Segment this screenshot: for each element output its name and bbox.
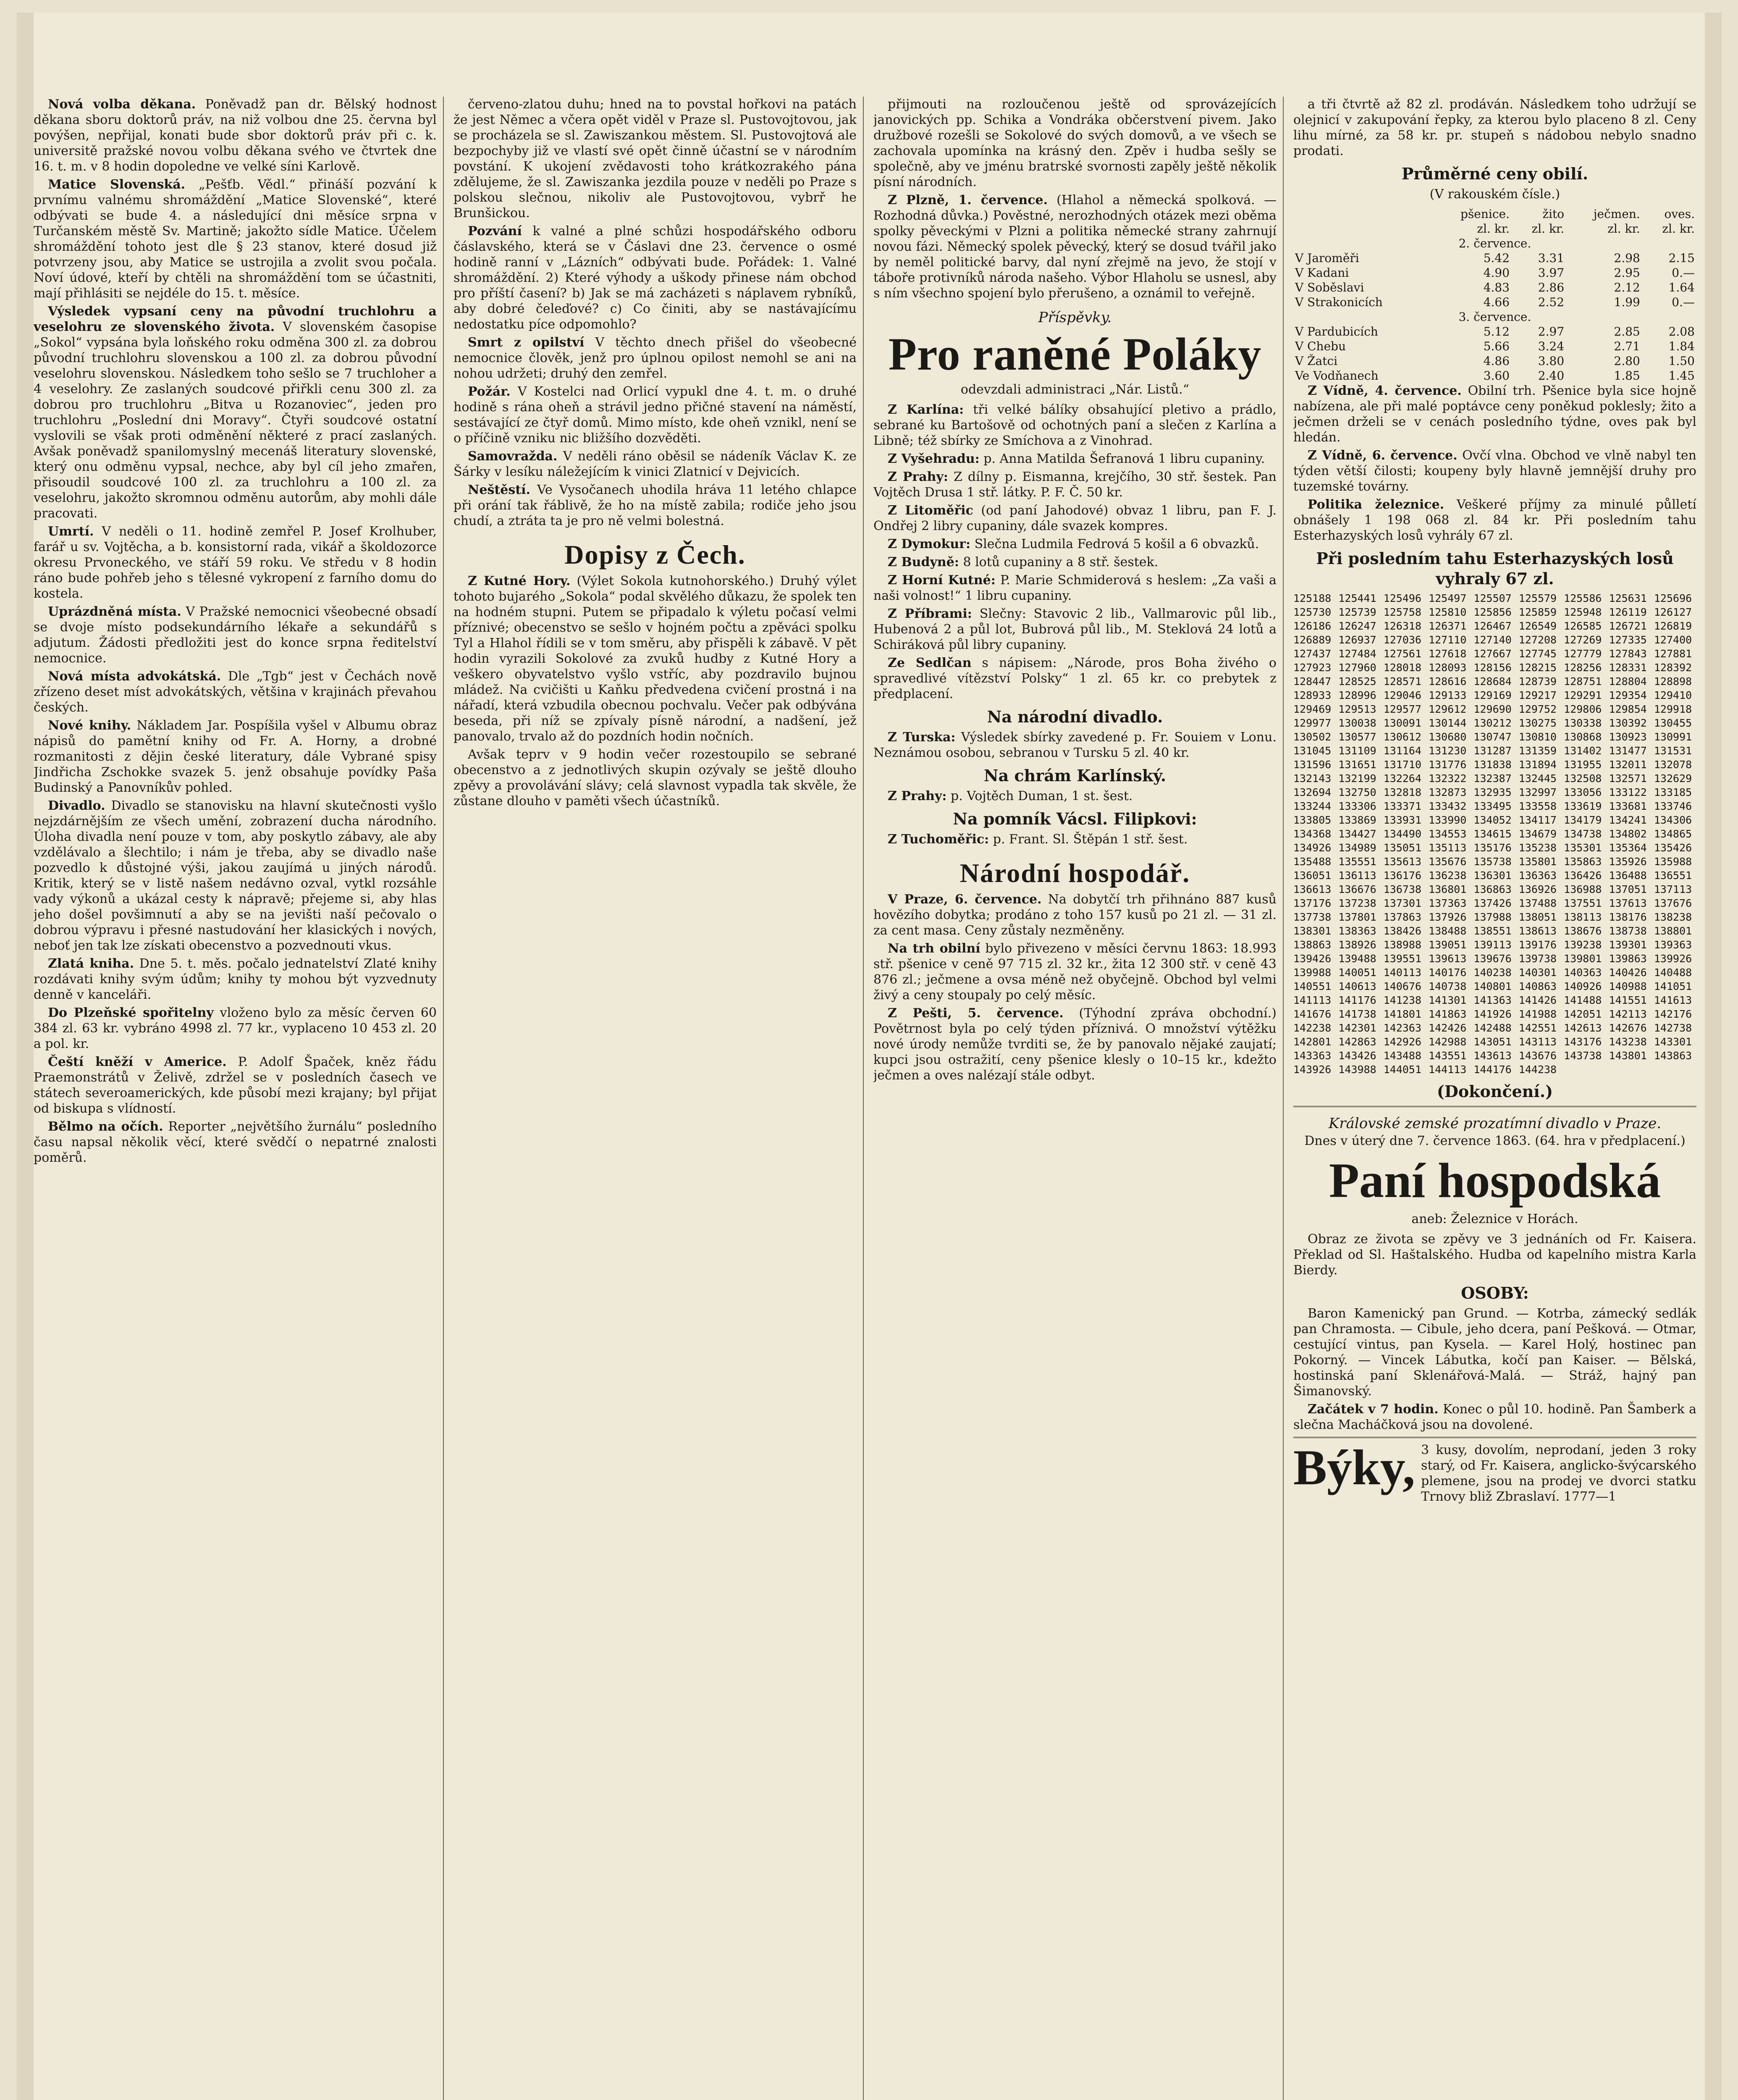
price-table-row	[1293, 265, 1696, 280]
column-rule	[443, 97, 444, 2100]
article-paragraph	[873, 832, 1277, 847]
article-text: 8 lotů cupaniny a 8 stř. šestek.	[963, 555, 1159, 570]
price-table-cell: 1.85	[1614, 369, 1640, 383]
article-paragraph	[34, 718, 437, 795]
article-run-in-heading: Nové knihy.	[48, 718, 131, 733]
article-paragraph	[873, 892, 1277, 938]
price-table-cell: V Kadani	[1295, 266, 1349, 280]
column-rule	[863, 97, 864, 2100]
article-paragraph	[454, 384, 857, 446]
article-run-in-heading: Z Kutné Hory.	[468, 574, 571, 588]
price-table-cell: V Pardubicích	[1295, 325, 1378, 339]
article-paragraph	[34, 304, 437, 521]
article-text: Divadlo se stanovisku na hlavní skutečnosti vyšlo nejzdárnějším ze všech umění, zobrazení ducha národního. Úloha divadla není pouze v tom, aby poskytlo zábavy, ale aby vzdělávalo a šlechtilo; i nám je třeba, aby se divadlo naše pozvedlo k důstojné výši, jakou zaujímá u jiných národů. Kritik, který se v listě našem nedávno ozval, vytkl rozsáhle vady výkonů a ukázal cesty k nápravě; přejeme si, aby hlas jeho došel povšimnutí a aby se na jevišti naší pečovalo o dobrou výpravu i přesné nastudování her klasických i nových, neboť jen tak lze získati obecenstvo a pozvednouti vkus.	[34, 798, 437, 953]
article-paragraph	[34, 1119, 437, 1166]
subsection-heading: Při posledním tahu Esterhazyských losů vyhraly 67 zl.	[1316, 549, 1674, 588]
advertisement	[1293, 1439, 1696, 1504]
article-paragraph	[454, 335, 857, 381]
price-table-cell: V Chebu	[1295, 339, 1346, 353]
article-text: Nákladem Jar. Pospíšila vyšel v Albumu obraz nápisů do pamětní knihy od Fr. A. Horny, a drobné rozmanitosti z dějin české literatury, dále Vybrané spisy Jindřicha Zschokke svazek 5. jenž obsahuje povídky Paša Budinský a Panovníkův pohled.	[34, 718, 437, 795]
price-table-cell: 2.98	[1614, 251, 1640, 265]
article-text: Na dobytčí trh přihnáno 887 kusů hovězího dobytka; prodáno z toho 157 kusů po 21 zl. — 31 zl. za cent masa. Ceny zůstaly nezměněny.	[873, 892, 1277, 938]
price-table-cell: 3.60	[1483, 369, 1510, 383]
article-text: Ovčí vlna. Obchod ve vlně nabyl ten týden větší čilosti; koupeny byly hlavně jemnější druhy pro tuzemské továrny.	[1293, 448, 1696, 494]
column-1	[34, 97, 437, 2100]
price-table-unit: zl. kr.	[1477, 222, 1510, 236]
article-paragraph	[34, 1054, 437, 1116]
article-run-in-heading: Z Dymokur:	[888, 537, 971, 551]
subsection-heading: Na chrám Karlínský.	[983, 766, 1167, 785]
article-paragraph	[873, 606, 1277, 653]
price-table-row	[1293, 295, 1696, 310]
article-run-in-heading: Z Vyšehradu:	[888, 452, 980, 466]
price-table-header: oves.	[1664, 207, 1695, 221]
price-table-cell: Ve Vodňanech	[1295, 369, 1379, 383]
article-text: bylo přivezeno v měsíci červnu 1863: 18.993 stř. pšenice v ceně 97 715 zl. 32 kr., žita 12 300 stř. v ceně 43 876 zl.; ječmene a ovsa méně než obyčejně. Obchod byl velmi živý a ceny stoupaly po celý měsíc.	[873, 941, 1277, 1003]
article-run-in-heading: Do Plzeňské spořitelny	[48, 1005, 214, 1020]
article-paragraph	[873, 655, 1277, 702]
price-table-cell: V Žatci	[1295, 354, 1338, 368]
article-run-in-heading: Výsledek vypsaní ceny na původní truchlohru a veselohru ze slovenského života.	[34, 304, 437, 334]
price-table-row	[1293, 251, 1696, 265]
price-table-cell: 1.99	[1614, 295, 1640, 309]
price-table-cell: 4.66	[1483, 295, 1510, 309]
section-subheading: odevzdali administraci „Nár. Listů.“	[960, 382, 1190, 397]
price-table-cell: 2.86	[1538, 281, 1565, 294]
article-paragraph	[1293, 1402, 1696, 1433]
price-table-cell: 5.12	[1483, 325, 1510, 339]
article-text: V těchto dnech přišel do všeobecné nemocnice člověk, jenž pro úplnou opilost nemohl se ani na nohou udržeti; druhý den zemřel.	[454, 335, 857, 381]
article-run-in-heading: Začátek v 7 hodin.	[1308, 1402, 1439, 1417]
subsection-heading: Na pomník Vácsl. Filipkovi:	[953, 809, 1197, 828]
article-run-in-heading: Z Plzně, 1. července.	[888, 193, 1048, 207]
article-text: V Pražské nemocnici všeobecné obsadí se dvoje místo podsekundárního lékaře a sekundářů s adjutum. Žádosti předložiti jest do konce srpna ředitelství nemocnice.	[34, 604, 437, 666]
price-table-cell: 0.—	[1672, 295, 1695, 309]
price-table-header: ječmen.	[1593, 207, 1640, 221]
newspaper-page	[17, 13, 1722, 2100]
price-table-row	[1293, 368, 1696, 383]
article-text: Obilní trh. Pšenice byla sice hojně nabízena, ale při malé poptávce ceny poněkud poklesly; žito a ječmen drželi se v cenách posledního týdne, oves pak byl hledán.	[1293, 383, 1696, 445]
price-table-unit: zl. kr.	[1662, 222, 1695, 236]
article-paragraph	[873, 572, 1277, 604]
page-edge-right	[1705, 13, 1722, 2100]
column-4	[1293, 97, 1696, 2100]
article-run-in-heading: Z Karlína:	[888, 402, 964, 417]
article-text: (Týhodní zpráva obchodní.) Povětrnost byla po celý týden příznivá. O množství výtěžku nové úrody nemůže tvrditi se, že by panovalo nějaké zaujatí; kupci jsou ostražití, ceny pšenice klesly o 10–15 kr., kdežto ječmen a oves nalézají stále odbyt.	[873, 1006, 1277, 1083]
article-paragraph	[34, 798, 437, 953]
page-edge-left	[17, 13, 34, 2100]
article-run-in-heading: Z Příbrami:	[888, 606, 972, 621]
article-text: a tři čtvrtě až 82 zl. prodáván. Následkem toho udržují se olejnicí v zakupování řepky, za kterou bylo placeno 8 zl. Ceny lihu mírné, za 58 kr. pr. stupeň s nádobou nebylo snadno prodati.	[1293, 97, 1696, 158]
section-heading: Dopisy z Čech.	[564, 540, 746, 570]
price-table-subtitle: (V rakouském čísle.)	[1429, 187, 1560, 202]
price-table-header: pšenice.	[1460, 207, 1510, 221]
price-table-row	[1293, 339, 1696, 354]
article-paragraph	[454, 223, 857, 332]
section-heading: Národní hospodář.	[959, 858, 1190, 888]
price-table-cell: V Strakonicích	[1295, 295, 1383, 309]
price-table-cell: 1.84	[1668, 339, 1695, 353]
price-table-cell: 4.90	[1483, 266, 1510, 280]
article-run-in-heading: Z Vídně, 4. července.	[1308, 383, 1462, 398]
section-subheading: Dnes v úterý dne 7. července 1863. (64. hra v předplacení.)	[1304, 1134, 1686, 1148]
article-paragraph	[873, 503, 1277, 534]
price-table-cell: 2.12	[1614, 281, 1640, 294]
article-paragraph	[34, 669, 437, 715]
section-subheading: aneb: Železnice v Horách.	[1411, 1212, 1578, 1226]
article-text: Obraz ze života se zpěvy ve 3 jednáních od Fr. Kaisera. Překlad od Sl. Haštalského. Hudba od kapelního mistra Karla Bierdy.	[1293, 1232, 1696, 1278]
article-text: (od paní Jahodové) obvaz 1 libru, pan F. J. Ondřej 2 libry cupaniny, dále svazek kompres.	[873, 503, 1277, 533]
article-text: V neděli ráno oběsil se nádeník Václav K. ze Šárky v lesíku náležejícím k vinici Zlatnicí v Dejvicích.	[454, 449, 857, 479]
price-table-cell: 2.52	[1538, 295, 1565, 309]
article-text: Poněvadž pan dr. Bělský hodnost děkana sboru doktorů práv, na niž volbou dne 25. června byl povýšen, nepřijal, konati bude sbor doktorů práv při c. k. universitě pražské novou volbu děkana svého ve čtvrtek dne 16. t. m. v 8 hodin dopoledne ve velké síni Karlově.	[34, 97, 437, 174]
article-text: V neděli o 11. hodině zemřel P. Josef Krolhuber, farář u sv. Vojtěcha, a b. konsistorní rada, vikář a školdozorce okresu Prvoneckého, ve stáří 59 roku. Ve středu v 8 hodin ráno bude pohřeb jeho s tělesné vykropení z farního domu do kostela.	[34, 524, 437, 601]
price-table-cell: 2.40	[1538, 369, 1565, 383]
article-text: Z dílny p. Eismanna, krejčího, 30 stř. šestek. Pan Vojtěch Drusa 1 stř. látky. P. F. Č. 50 kr.	[873, 470, 1277, 500]
article-text: p. Vojtěch Duman, 1 st. šest.	[951, 789, 1133, 803]
price-table-cell: 4.86	[1483, 354, 1510, 368]
column-3	[873, 97, 1277, 2100]
play-title: Paní hospodská	[1329, 1153, 1661, 1208]
price-table-cell: 4.83	[1483, 281, 1510, 294]
article-run-in-heading: Ze Sedlčan	[888, 656, 972, 670]
article-text: Ve Vysočanech uhodila hráva 11 letého chlapce při orání tak řáblivě, že ho na místě zabila; rodiče jeho jsou chudí, a ztráta ta je pro ně velmi bolestná.	[454, 483, 857, 528]
price-table-cell: 3.97	[1538, 266, 1565, 280]
price-table-cell: V Soběslavi	[1295, 281, 1364, 294]
article-text: Reporter „největšího žurnálu“ posledního času napsal několik věcí, které svědčí o nepatrné znalosti poměrů.	[34, 1119, 437, 1165]
article-text: P. Adolf Špaček, kněz řádu Praemonstrátů v Želivě, zdržel se v posledních časech ve státech severoamerických, kde působí mezi krajany; byl přijat od biskupa s vlídností.	[34, 1055, 437, 1116]
article-paragraph	[873, 451, 1277, 467]
article-run-in-heading: Z Prahy:	[888, 789, 947, 803]
article-text: V Kostelci nad Orlicí vypukl dne 4. t. m. o druhé hodině s rána oheň a strávil jedno přičné stavení na náměstí, sestávající ze čtyř domů. Mimo místo, kde oheň vznikl, není se o příčině vzniku nic bližšího dozvěděti.	[454, 384, 857, 446]
article-paragraph	[873, 941, 1277, 1003]
price-table-cell: 2.97	[1538, 325, 1565, 339]
theatre-header: Královské zemské prozatímní divadlo v Praze.	[1328, 1115, 1662, 1132]
article-text: (Výlet Sokola kutnohorského.) Druhý výlet tohoto bujarého „Sokola“ podal skvělého důkazu, že spolek ten na hodném stupni. Putem se připadalo k výletu počasí velmi příznivé; obecenstvo se sešlo v hojném počtu a zpěváci spolku Tyl a Hlahol řídili se v tom směru, aby přispěli k zábavě. V pět hodin vyrazili Sokolové za zvuků hudby z Kutné Hory a veškero obyvatelstvo vyšlo vstříc, aby pozdravilo bujnou mládež. Na cvičišti u Kaňku předvedena cvičení prostná i na nářadí, která vzbudila obecnou pochvalu. Večer pak odbývána beseda, při níž se zpívaly písně národní, a nadšení, jež panovalo, trvalo až do pozdních hodin nočních.	[454, 574, 857, 744]
article-run-in-heading: Pozvání	[468, 224, 522, 239]
article-run-in-heading: Zlatá kniha.	[48, 956, 134, 971]
article-run-in-heading: Z Tuchoměřic:	[888, 832, 989, 847]
article-run-in-heading: Z Litoměřic	[888, 503, 973, 518]
article-text: Slečna Ludmila Fedrová 5 košil a 6 obvazků.	[974, 537, 1259, 551]
price-table-cell: 5.66	[1483, 339, 1510, 353]
price-table-row	[1293, 354, 1696, 368]
article-run-in-heading: Uprázdněná místa.	[48, 604, 181, 619]
subsection-heading: (Dokončení.)	[1437, 1082, 1553, 1101]
article-paragraph	[873, 1005, 1277, 1083]
article-text: p. Frant. Sl. Štěpán 1 stř. šest.	[993, 832, 1188, 847]
article-run-in-heading: Z Pešti, 5. července.	[888, 1006, 1064, 1021]
article-run-in-heading: Požár.	[468, 384, 511, 399]
article-paragraph	[454, 573, 857, 744]
article-paragraph	[454, 482, 857, 529]
subsection-heading: OSOBY:	[1461, 1284, 1529, 1302]
column-2	[454, 97, 857, 2100]
price-table-cell: 2.71	[1614, 339, 1640, 353]
price-table-cell: 2.08	[1668, 325, 1695, 339]
advertisement-headword: Býky,	[1293, 1439, 1416, 1495]
article-run-in-heading: Matice Slovenská.	[48, 177, 186, 192]
article-text: p. Anna Matilda Šefranová 1 libru cupaniny.	[983, 452, 1265, 466]
article-run-in-heading: V Praze, 6. července.	[888, 892, 1042, 907]
article-paragraph	[34, 524, 437, 601]
article-paragraph	[873, 192, 1277, 301]
price-table-cell: 5.42	[1483, 251, 1510, 265]
article-text: vloženo bylo za měsíc červen 60 384 zl. 63 kr. vybráno 4998 zl. 77 kr., vyplaceno 10 453 zl. 20 a pol. kr.	[34, 1005, 437, 1051]
article-paragraph	[1293, 1306, 1696, 1399]
article-text: tři velké bálíky obsahující pletivo a prádlo, sebrané ku Bartošově od ochotných paní a slečen z Karlína a Libně; též sbírky ze Smíchova a z Vinohrad.	[873, 402, 1277, 448]
price-table-cell: V Jaroměři	[1295, 251, 1359, 265]
divider	[1293, 1437, 1696, 1438]
article-text: Slečny: Stavovic 2 lib., Vallmarovic půl lib., Hubenová 2 a půl lot, Bubrová půl lib., M. Steklová 24 lotů a Schiráková půl libry cupaniny.	[873, 606, 1277, 652]
article-paragraph	[454, 747, 857, 809]
article-paragraph	[1293, 97, 1696, 159]
article-paragraph	[34, 97, 437, 174]
article-text: červeno-zlatou duhu; hned na to povstal hořkovi na patách že jest Němec a včera opět viděl v Praze sl. Pustovojtovou, jak se procházela se sl. Zawiszankou městem. Sl. Pustovojtová ale bezpochyby již ve vlastí své opět činně účastní se v národním povstání. K ukojení zvědavosti toho krátkozrakého pána zdělujeme, že sl. Zawiszanka jezdila pouze v neděli po Praze s polskou slečnou, nikoliv ale Pustovojtovou, vybrř he Brunšickou.	[454, 97, 857, 220]
price-table-group-label: 2. července.	[1458, 236, 1531, 250]
price-table-cell: 2.80	[1614, 354, 1640, 368]
article-paragraph	[1293, 448, 1696, 494]
article-text: Dne 5. t. měs. počalo jednatelství Zlaté knihy rozdávati knihy svým údům; knihy ty mohou být vyzvednuty denně v kanceláři.	[34, 956, 437, 1002]
article-text: „Pešťb. Vědl.“ přináší pozvání k prvnímu valnému shromáždění „Matice Slovenské“, které odbývati se bude 4. a následující dni měsíce srpna v Turčanském městě Sv. Martině; jakožto sídle Matice. Účelem shromáždění tohoto jest dle § 23 stanov, které dosud již potvrzeny jsou, aby Matice se ustrojila a zvolit svou počala. Noví údové, kteří by chtěli na shromáždění tom se účastniti, mají přihlásiti se nejdéle do 15. t. měsíce.	[34, 177, 437, 301]
price-table-group-label: 3. července.	[1458, 310, 1531, 324]
article-paragraph	[34, 956, 437, 1003]
article-run-in-heading: Nová volba děkana.	[48, 97, 196, 112]
article-run-in-heading: Z Horní Kutné:	[888, 573, 996, 588]
price-table-cell: 2.85	[1614, 325, 1640, 339]
price-table-cell: 0.—	[1672, 266, 1695, 280]
article-text: Baron Kamenický pan Grund. — Kotrba, zámecký sedlák pan Chramosta. — Cibule, jeho dcera, paní Pešková. — Otmar, cestující vintus, pan Kysela. — Karel Holý, hostinec pan Pokorný. — Vincek Lábutka, kočí pan Kaiser. — Bělská, hostinská paní Sklenářová-Malá. — Stráž, hajný pan Šimanovský.	[1293, 1306, 1696, 1399]
article-text: (Hlahol a německá spolková. — Rozhodná důvka.) Pověstné, nerozhodných otázek mezi oběma spolky pěveckými v Plzni a politika německé strany zahrnují novou fázi. Německý spolek pěvecký, který se dosud tvářil jako by neměl politické barvy, dal nyní zřejmě na jevo, že stojí v táboře protivníků národa našeho. Výbor Hlaholu se usnesl, aby s ním všechno spojení bylo přerušeno, a oznámil to veřejně.	[873, 193, 1277, 301]
price-table	[1293, 207, 1696, 383]
divider	[1293, 1106, 1696, 1107]
article-run-in-heading: Na trh obilní	[888, 941, 980, 956]
article-run-in-heading: Nová místa advokátská.	[48, 669, 221, 684]
article-paragraph	[454, 97, 857, 221]
article-run-in-heading: Politika železnice.	[1308, 497, 1444, 512]
article-text: V slovenském časopise „Sokol“ vypsána byla loňského roku odměna 300 zl. za dobrou původní truchlohru slovenskou a 100 zl. za dobrou původní veselohru slovenskou. Následkem toho sešlo se 7 truchloher a 4 veselohry. Ze zaslaných soudcové přiřkli cenu 300 zl. za dobrou pro truchlohru „Bitva u Rozanoviec“, jeden pro truchlohru „Poslední dni Moravy“. Čtyři soudcové ostatní vyslovili se však proti odměnění některé z prací zaslaných. Avšak poněvadž spanilomyslný mecenáš literatury slovenské, který onu odměnu vypsal, nechce, aby byl cíl jeho zmařen, přisoudil soudcové 100 zl. za truchlohru a 100 zl. za veselohru, jakožto skromnou odměnu autorům, aby mohli dále pracovati.	[34, 320, 437, 521]
article-paragraph	[1293, 1231, 1696, 1278]
price-table-cell: 2.15	[1668, 251, 1695, 265]
price-table-unit	[1293, 221, 1431, 236]
section-kicker: Příspěvky.	[1038, 309, 1112, 326]
article-paragraph	[34, 177, 437, 301]
price-table-cell: 3.80	[1538, 354, 1565, 368]
article-text: Avšak teprv v 9 hodin večer rozestoupilo se sebrané obecenstvo a z jednotlivých skupin ozývaly se ještě dlouho zpěvy a provolávání slávy; celá slavnost vypadla tak skvěle, že zůstane dlouho v paměti všech účastníků.	[454, 747, 857, 808]
article-run-in-heading: Z Vídně, 6. července.	[1308, 448, 1458, 463]
article-text: přijmouti na rozloučenou ještě od sprovázejících janovických pp. Schika a Vondráka občerstvení pivem. Jako družbové rozešli se Sokolové do svých domovů, a ve všech se zachovala upomínka na krásný den. Zpěv i hudba sešly se společně, aby ve jménu bratrské svornosti zapěly ještě několik písní národních.	[873, 97, 1277, 189]
article-paragraph	[873, 554, 1277, 570]
advertisement-text: 3 kusy, dovolím, neprodaní, jeden 3 roky starý, od Fr. Kaisera, anglicko-švýcarského plemene, jsou na prodej ve dvorci statku Trnovy bliž Zbraslaví. 1777—1	[1421, 1443, 1696, 1504]
subsection-heading: Na národní divadlo.	[987, 707, 1163, 726]
article-paragraph	[873, 402, 1277, 449]
article-paragraph	[873, 97, 1277, 190]
lottery-numbers: 125188 125441 125496 125497 125507 125579 125586 125631 125696 125730 125739 125758 125810 125856 125859 125948 126119 126127 126186 126247 126318 126371 126467 126549 126585 126721 126819 126889 126937 127036 127110 127140 127208 127269 127335 127400 127437 127484 127561 127618 127667 127745 127779 127843 127881 127923 127960 128018 128093 128156 128215 128256 128331 128392 128447 128525 128571 128616 128684 128739 128751 128804 128898 128933 128996 129046 129133 129169 129217 129291 129354 129410 129469 129513 129577 129612 129690 129752 129806 129854 129918 129977 130038 130091 130144 130212 130275 130338 130392 130455 130502 130577 130612 130680 130747 130810 130868 130923 130991 131045 131109 131164 131230 131287 131359 131402 131477 131531 131596 131651 131710 131776 131838 131894 131955 132011 132078 132143 132199 132264 132322 132387 132445 132508 132571 132629 132694 132750 132818 132873 132935 132997 133056 133122 133185 133244 133306 133371 133432 133495 133558 133619 133681 133746 133805 133869 133931 133990 134052 134117 134179 134241 134306 134368 134427 134490 134553 134615 134679 134738 134802 134865 134926 134989 135051 135113 135176 135238 135301 135364 135426 135488 135551 135613 135676 135738 135801 135863 135926 135988 136051 136113 136176 136238 136301 136363 136426 136488 136551 136613 136676 136738 136801 136863 136926 136988 137051 137113 137176 137238 137301 137363 137426 137488 137551 137613 137676 137738 137801 137863 137926 137988 138051 138113 138176 138238 138301 138363 138426 138488 138551 138613 138676 138738 138801 138863 138926 138988 139051 139113 139176 139238 139301 139363 139426 139488 139551 139613 139676 139738 139801 139863 139926 139988 140051 140113 140176 140238 140301 140363 140426 140488 140551 140613 140676 140738 140801 140863 140926 140988 141051 141113 141176 141238 141301 141363 141426 141488 141551 141613 141676 141738 141801 141863 141926 141988 142051 142113 142176 142238 142301 142363 142426 142488 142551 142613 142676 142738 142801 142863 142926 142988 143051 143113 143176 143238 143301 143363 143426 143488 143551 143613 143676 143738 143801 143863 143926 143988 144051 144113 144176 144238	[1293, 592, 1692, 1076]
article-paragraph	[873, 730, 1277, 761]
price-table-cell: 1.64	[1668, 281, 1695, 294]
article-text: Konec o půl 10. hodině. Pan Šamberk a slečna Macháčková jsou na dovolené.	[1293, 1402, 1696, 1432]
price-table-unit: zl. kr.	[1531, 222, 1565, 236]
article-run-in-heading: Umrtí.	[48, 524, 94, 539]
article-paragraph	[1293, 383, 1696, 445]
price-table-row	[1293, 324, 1696, 339]
article-run-in-heading: Z Prahy:	[888, 470, 948, 484]
article-paragraph	[34, 604, 437, 666]
article-paragraph	[34, 1005, 437, 1052]
article-paragraph	[1293, 497, 1696, 543]
column-rule	[1283, 97, 1284, 2100]
article-text: P. Marie Schmiderová s heslem: „Za vaši a naši volnost!“ 1 libru cupaniny.	[873, 573, 1277, 603]
article-run-in-heading: Z Budyně:	[888, 555, 959, 570]
article-text: k valné a plné schůzi hospodářského odboru čáslavského, která se v Čáslavi dne 23. července o osmé hodině ranní v „Lázních“ odbývati bude. Pořádek: 1. Valné shromáždění. 2) Které výhody a uškody přinese nám obchod pro příští časení? b) Jak se má zacházeti s náplavem rybníků, aby dobré čeleďové? c) Co činiti, aby se nastávajícímu nedostatku píce odpomohlo?	[454, 224, 857, 332]
price-table-cell: 2.95	[1614, 266, 1640, 280]
article-run-in-heading: Čeští kněží v Americe.	[48, 1055, 227, 1069]
article-run-in-heading: Neštěstí.	[468, 483, 530, 497]
price-table-unit: zl. kr.	[1607, 222, 1640, 236]
article-run-in-heading: Smrt z opilství	[468, 335, 585, 350]
article-text: Výsledek sbírky zavedené p. Fr. Souiem v Lonu. Neznámou osobou, sebranou v Tursku 5 zl. 40 kr.	[873, 730, 1277, 760]
article-text: Dle „Tgb“ jest v Čechách nově zřízeno deset míst advokátských, většina v krajinách převahou českých.	[34, 669, 437, 715]
article-paragraph	[873, 536, 1277, 552]
article-paragraph	[454, 449, 857, 480]
article-text: s nápisem: „Národe, pros Boha živého o spravedlivé vítězství Polsky“ 1 zl. 65 kr. co prebytek z předplacení.	[873, 656, 1277, 701]
article-paragraph	[873, 788, 1277, 804]
article-run-in-heading: Bělmo na očích.	[48, 1119, 163, 1134]
article-paragraph	[873, 469, 1277, 500]
article-run-in-heading: Z Turska:	[888, 730, 956, 745]
price-table-header: žito	[1542, 207, 1565, 221]
article-text: Veškeré příjmy za minulé půlletí obnášely 1 198 068 zl. 84 kr. Při posledním tahu Esterhazyských losů vyhrály 67 zl.	[1293, 497, 1696, 543]
price-table-cell: 3.31	[1538, 251, 1565, 265]
price-table-title: Průměrné ceny obilí.	[1401, 164, 1589, 183]
price-table-header	[1293, 207, 1431, 221]
price-table-cell: 1.50	[1668, 354, 1695, 368]
section-heading: Pro raněné Poláky	[888, 328, 1262, 380]
price-table-cell: 3.24	[1538, 339, 1565, 353]
article-run-in-heading: Samovražda.	[468, 449, 558, 464]
article-run-in-heading: Divadlo.	[48, 798, 105, 813]
price-table-cell: 1.45	[1668, 369, 1695, 383]
price-table-row	[1293, 280, 1696, 295]
